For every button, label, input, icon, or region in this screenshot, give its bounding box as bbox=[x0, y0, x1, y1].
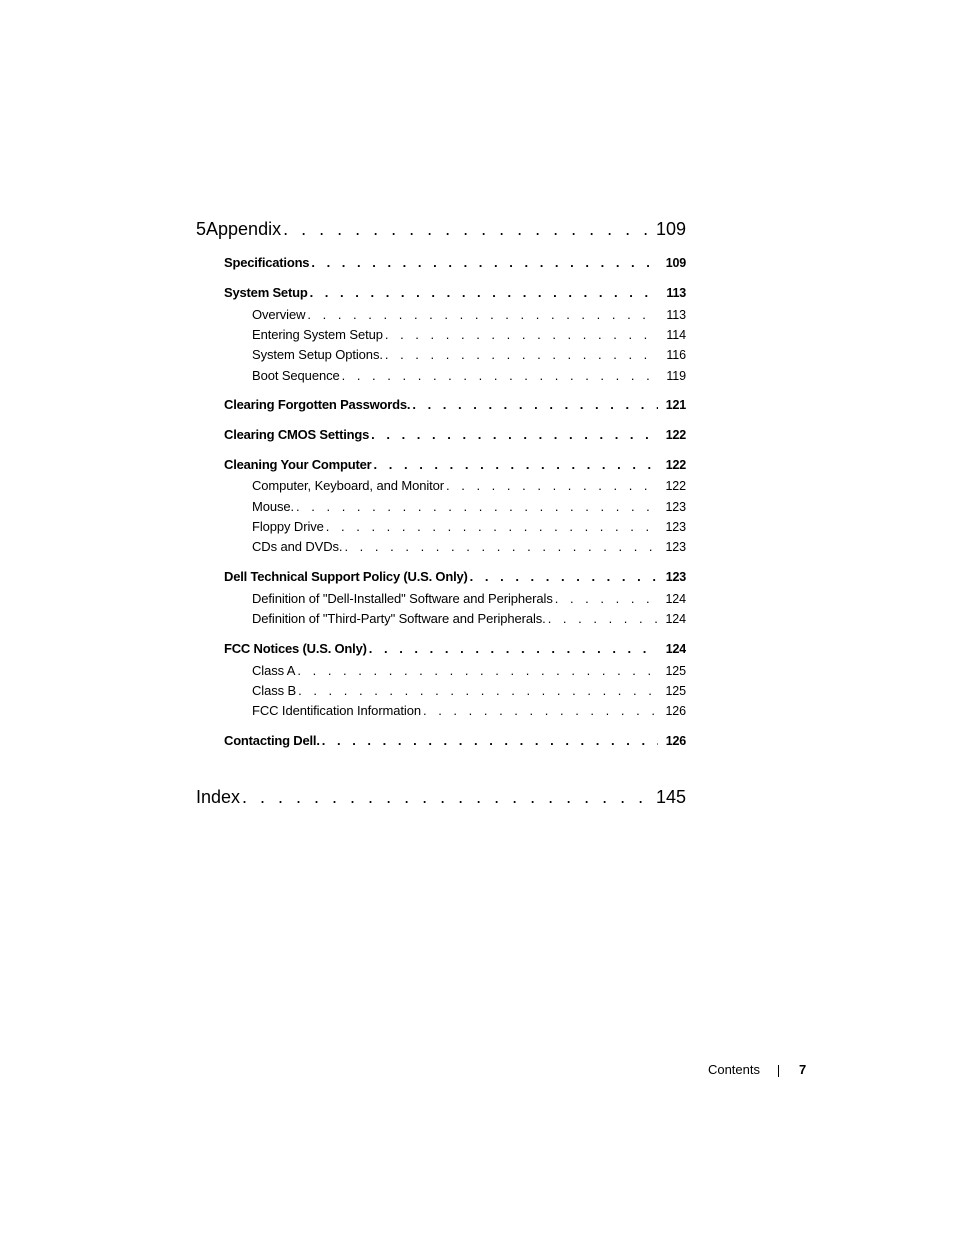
dot-leader bbox=[320, 733, 658, 748]
toc-entry-title: Boot Sequence bbox=[252, 368, 340, 383]
dot-leader bbox=[342, 539, 657, 554]
toc-entry-cds-and-dvds[interactable] bbox=[252, 539, 686, 554]
toc-entry-specifications[interactable] bbox=[224, 255, 686, 270]
toc-entry-page: 109 bbox=[665, 256, 686, 270]
toc-entry-title: Definition of "Dell-Installed" Software and Peripherals bbox=[252, 591, 553, 606]
toc-entry-title: Definition of "Third-Party" Software and Peripherals. bbox=[252, 611, 546, 626]
footer-section-label: Contents bbox=[707, 1062, 760, 1077]
toc-entry-page: 125 bbox=[665, 684, 686, 698]
toc-entry-mouse[interactable] bbox=[252, 499, 686, 514]
toc-entry-title: System Setup Options. bbox=[252, 347, 383, 362]
toc-entry-contacting-dell[interactable] bbox=[224, 733, 686, 748]
toc-entry-overview[interactable] bbox=[252, 307, 686, 322]
toc-entry-clearing-forgotten-passwords[interactable] bbox=[224, 397, 686, 412]
toc-entry-fcc-notices[interactable] bbox=[224, 641, 686, 656]
page-footer bbox=[0, 1062, 954, 1082]
chapter-number: 5 bbox=[196, 219, 207, 239]
toc-entry-page: 123 bbox=[665, 570, 686, 584]
toc-entry-title: Clearing CMOS Settings bbox=[224, 427, 370, 442]
toc-entry-title: FCC Notices (U.S. Only) bbox=[224, 641, 367, 656]
chapter-title: Appendix bbox=[206, 219, 282, 239]
dot-leader bbox=[410, 397, 657, 412]
toc-entry-boot-sequence[interactable] bbox=[252, 368, 686, 383]
toc-entry-title: CDs and DVDs. bbox=[252, 539, 343, 554]
toc-entry-system-setup[interactable] bbox=[224, 285, 686, 300]
toc-entry-page: 113 bbox=[666, 308, 686, 322]
toc-entry-floppy-drive[interactable] bbox=[252, 519, 686, 534]
toc-entry-title: Computer, Keyboard, and Monitor bbox=[252, 478, 445, 493]
toc-entry-page: 124 bbox=[665, 592, 686, 606]
dot-leader bbox=[369, 427, 658, 442]
toc-entry-title: Class A bbox=[252, 663, 296, 678]
chapter-page: 109 bbox=[655, 219, 686, 239]
toc-entry-class-a[interactable] bbox=[252, 663, 686, 678]
toc-entry-title: Specifications bbox=[224, 255, 310, 270]
toc-entry-title: Class B bbox=[252, 683, 297, 698]
toc-entry-page: 119 bbox=[666, 369, 686, 383]
toc-entry-page: 123 bbox=[665, 540, 686, 554]
index-page: 145 bbox=[655, 787, 686, 807]
toc-entry-system-setup-options[interactable] bbox=[252, 347, 686, 362]
toc-entry-class-b[interactable] bbox=[252, 683, 686, 698]
toc-entry-fcc-identification[interactable] bbox=[252, 703, 686, 718]
toc-chapter-row[interactable] bbox=[196, 219, 686, 240]
dot-leader bbox=[553, 591, 658, 606]
toc-entry-page: 126 bbox=[665, 734, 686, 748]
dot-leader bbox=[324, 519, 658, 534]
dot-leader bbox=[383, 327, 659, 342]
toc-entry-page: 114 bbox=[666, 328, 686, 342]
toc-entry-page: 124 bbox=[665, 612, 686, 626]
toc-entry-page: 122 bbox=[665, 428, 686, 442]
toc-entry-title: Clearing Forgotten Passwords. bbox=[224, 397, 411, 412]
toc-index-row[interactable] bbox=[196, 787, 686, 808]
dot-leader bbox=[294, 499, 657, 514]
toc-entry-page: 122 bbox=[665, 479, 686, 493]
toc-entry-dell-technical-support-policy[interactable] bbox=[224, 569, 686, 584]
dot-leader bbox=[305, 307, 658, 322]
dot-leader bbox=[340, 368, 659, 383]
toc-entry-page: 121 bbox=[665, 398, 686, 412]
toc-entry-title: Mouse. bbox=[252, 499, 295, 514]
toc-entry-entering-system-setup[interactable] bbox=[252, 327, 686, 342]
toc-entry-computer-keyboard-monitor[interactable] bbox=[252, 478, 686, 493]
dot-leader bbox=[421, 703, 657, 718]
dot-leader bbox=[383, 347, 659, 362]
footer-page-number: 7 bbox=[799, 1062, 807, 1077]
toc-entry-third-party-definition[interactable] bbox=[252, 611, 686, 626]
toc-entry-title: Floppy Drive bbox=[252, 519, 324, 534]
dot-leader bbox=[546, 611, 658, 626]
dot-leader bbox=[367, 641, 658, 656]
toc-entry-page: 113 bbox=[666, 286, 686, 300]
toc-entry-page: 122 bbox=[665, 458, 686, 472]
dot-leader bbox=[308, 285, 659, 300]
toc-entry-title: Overview bbox=[252, 307, 306, 322]
toc-entry-page: 116 bbox=[666, 348, 686, 362]
dot-leader bbox=[309, 255, 657, 270]
toc-entry-cleaning-your-computer[interactable] bbox=[224, 457, 686, 472]
dot-leader bbox=[444, 478, 657, 493]
dot-leader bbox=[468, 569, 658, 584]
toc-entry-title: Contacting Dell. bbox=[224, 733, 320, 748]
toc-entry-page: 126 bbox=[665, 704, 686, 718]
toc-entry-clearing-cmos-settings[interactable] bbox=[224, 427, 686, 442]
dot-leader bbox=[296, 683, 657, 698]
dot-leader bbox=[240, 787, 648, 808]
toc-entry-title: FCC Identification Information bbox=[252, 703, 421, 718]
dot-leader bbox=[295, 663, 657, 678]
footer-divider bbox=[778, 1065, 779, 1077]
toc-entry-page: 125 bbox=[665, 664, 686, 678]
dot-leader bbox=[372, 457, 658, 472]
toc-entry-page: 123 bbox=[665, 500, 686, 514]
index-title: Index bbox=[196, 787, 241, 807]
toc-entry-title: Dell Technical Support Policy (U.S. Only) bbox=[224, 569, 468, 584]
toc-entry-page: 124 bbox=[665, 642, 686, 656]
toc-entry-dell-installed-definition[interactable] bbox=[252, 591, 686, 606]
toc-entry-page: 123 bbox=[665, 520, 686, 534]
toc-entry-title: System Setup bbox=[224, 285, 308, 300]
dot-leader bbox=[281, 219, 648, 240]
toc-entry-title: Cleaning Your Computer bbox=[224, 457, 372, 472]
toc-entry-title: Entering System Setup bbox=[252, 327, 383, 342]
